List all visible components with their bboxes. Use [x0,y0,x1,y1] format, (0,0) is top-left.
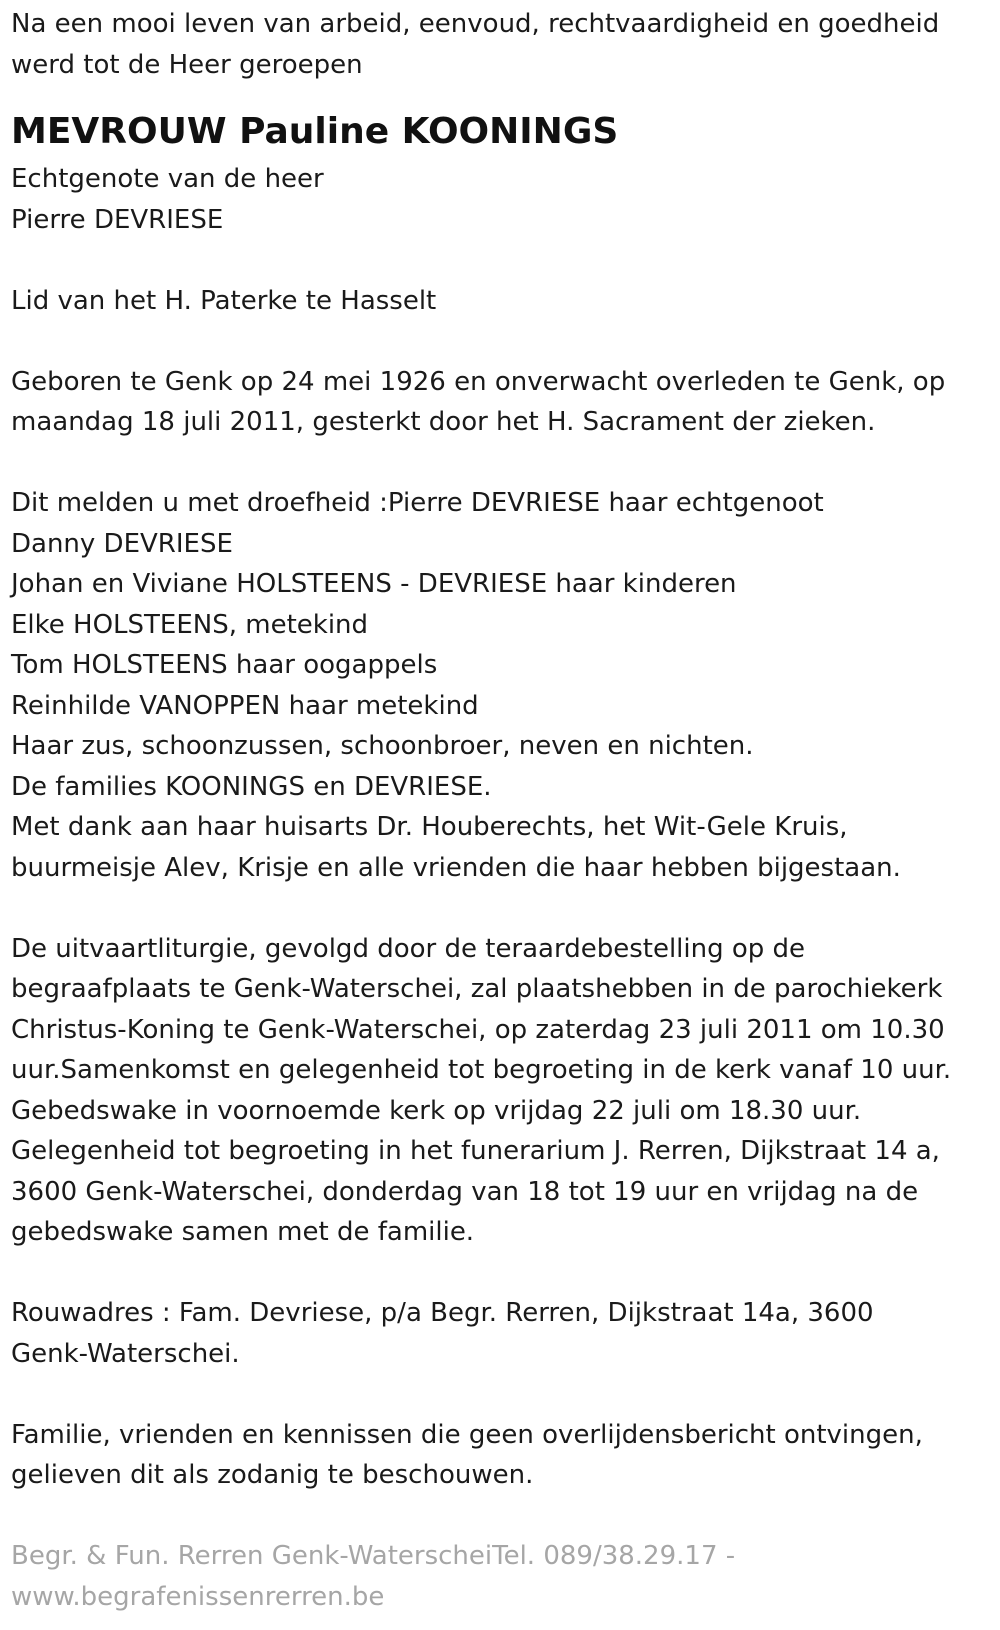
address-line: Genk-Waterschei. [11,1338,240,1369]
footer-line: Begr. & Fun. Rerren Genk-WaterscheiTel. 089/38.29.17 - [11,1541,736,1571]
mourner-line: Dit melden u met droefheid :Pierre DEVRIESE haar echtgenoot [11,488,824,518]
footer-website[interactable]: www.begrafenissenrerren.be [11,1581,385,1612]
funeral-home-footer [11,1536,990,1617]
mourners-section [11,483,990,888]
funeral-line: Christus-Koning te Genk-Waterschei, op zaterdag 23 juli 2011 om 10.30 [11,1014,945,1045]
address-line: Rouwadres : Fam. Devriese, p/a Begr. Rerren, Dijkstraat 14a, 3600 [11,1298,874,1328]
funeral-line: Gebedswake in voornoemde kerk op vrijdag 22 juli om 18.30 uur. [11,1095,862,1126]
mourner-line: Elke HOLSTEENS, metekind [11,609,369,640]
notice-section [11,1415,990,1496]
birth-death-line: maandag 18 juli 2011, gesterkt door het H. Sacrament der zieken. [11,407,876,437]
mourner-line: Danny DEVRIESE [11,528,233,559]
spouse-line: Echtgenote van de heer [11,164,324,194]
intro-line: Na een mooi leven van arbeid, eenvoud, rechtvaardigheid en goedheid [11,9,940,39]
spouse-line: Pierre DEVRIESE [11,204,224,235]
intro-line: werd tot de Heer geroepen [11,49,363,80]
mourner-line: Johan en Viviane HOLSTEENS - DEVRIESE haar kinderen [11,569,737,599]
funeral-section [11,929,990,1253]
mourner-line: De families KOONINGS en DEVRIESE. [11,771,492,802]
funeral-line: Gelegenheid tot begroeting in het funerarium J. Rerren, Dijkstraat 14 a, [11,1136,940,1166]
mourner-line: buurmeisje Alev, Krisje en alle vrienden die haar hebben bijgestaan. [11,852,901,883]
address-section [11,1293,990,1374]
mourner-line: Haar zus, schoonzussen, schoonbroer, neven en nichten. [11,731,754,761]
notice-line: gelieven dit als zodanig te beschouwen. [11,1460,534,1490]
funeral-line: begraafplaats te Genk-Waterschei, zal plaatshebben in de parochiekerk [11,974,943,1004]
mourner-line: Reinhilde VANOPPEN haar metekind [11,690,479,721]
funeral-line: De uitvaartliturgie, gevolgd door de teraardebestelling op de [11,933,806,964]
notice-line: Familie, vrienden en kennissen die geen overlijdensbericht ontvingen, [11,1419,923,1450]
mourner-line: Met dank aan haar huisarts Dr. Houberechts, het Wit-Gele Kruis, [11,812,848,842]
intro-section [11,4,990,85]
mourner-line: Tom HOLSTEENS haar oogappels [11,650,438,680]
deceased-name: MEVROUW Pauline KOONINGS [11,111,619,152]
funeral-line: gebedswake samen met de familie. [11,1217,475,1247]
membership-line: Lid van het H. Paterke te Hasselt [11,285,437,316]
birth-death-line: Geboren te Genk op 24 mei 1926 en onverwacht overleden te Genk, op [11,366,946,397]
funeral-line: 3600 Genk-Waterschei, donderdag van 18 tot 19 uur en vrijdag na de [11,1176,919,1207]
spouse-section [11,159,990,240]
funeral-line: uur.Samenkomst en gelegenheid tot begroeting in de kerk vanaf 10 uur. [11,1055,952,1085]
birth-death-section [11,362,990,443]
